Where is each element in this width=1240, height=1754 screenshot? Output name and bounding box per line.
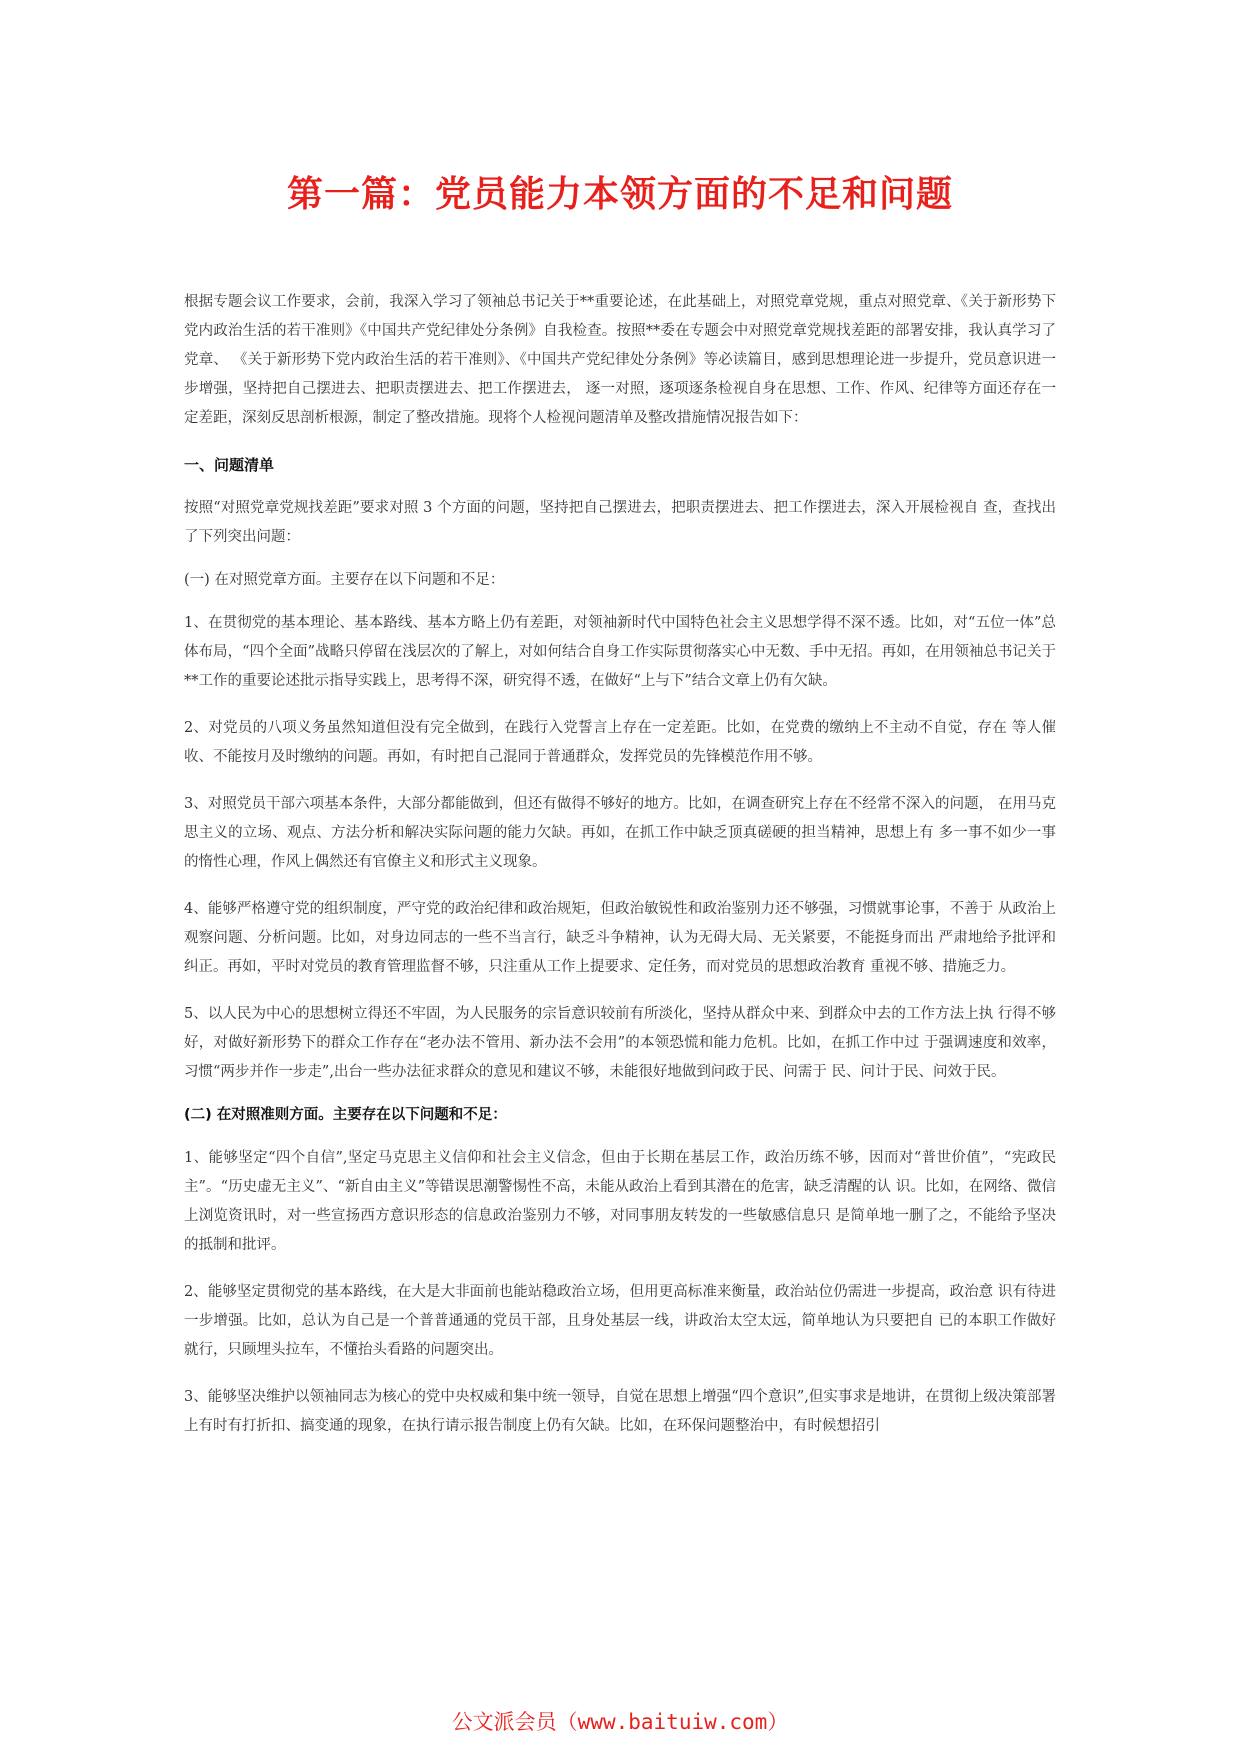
subsection-heading-guidelines: (二) 在对照准则方面。主要存在以下问题和不足： bbox=[184, 1107, 507, 1123]
list-item: 2、能够坚定贯彻党的基本路线，在大是大非面前也能站稳政治立场，但用更高标准来衡量，政治站位仍需进一步提高，政治意 识有待进一步增强。比如，总认为自己是一个普普通通的党员干部，且身处基层一线，讲政治太空太远，简单地认为只要把自 已的本职工作做好就行，只顾埋头拉车，不懂抬头看路的问题突出。 bbox=[184, 1284, 1056, 1358]
list-item: 2、对党员的八项义务虽然知道但没有完全做到，在践行入党誓言上存在一定差距。比如，在党费的缴纳上不主动不自觉，存在 等人催收、不能按月及时缴纳的问题。再如，有时把自己混同于普通群众，发挥党员的先锋模范作用不够。 bbox=[184, 720, 1056, 765]
list-item: 5、以人民为中心的思想树立得还不牢固，为人民服务的宗旨意识较前有所淡化，坚持从群众中来、到群众中去的工作方法上执 行得不够好，对做好新形势下的群众工作存在“老办法不管用、新办法不会用”的本领恐慌和能力危机。比如，在抓工作中过 于强调速度和效率，习惯“两步并作一步走”,出台一些办法征求群众的意见和建议不够，未能很好地做到问政于民、问需于 民、问计于民、问效于民。 bbox=[184, 1006, 1056, 1080]
section1-intro-paragraph: 按照“对照党章党规找差距”要求对照 3 个方面的问题，坚持把自己摆进去，把职责摆进去、把工作摆进去，深入开展检视自 查，查找出了下列突出问题： bbox=[184, 500, 1056, 545]
list-item: 4、能够严格遵守党的组织制度，严守党的政治纪律和政治规矩，但政治敏锐性和政治鉴别力还不够强，习惯就事论事，不善于 从政治上观察问题、分析问题。比如，对身边同志的一些不当言行，缺乏斗争精神，认为无碍大局、无关紧要，不能挺身而出 严肃地给予批评和纠正。再如，平时对党员的教育管理监督不够，只注重从工作上提要求、定任务，而对党员的思想政治教育 重视不够、措施乏力。 bbox=[184, 901, 1056, 975]
section-heading-problem-list: 一、问题清单 bbox=[184, 456, 275, 474]
footer-watermark-link[interactable]: 公文派会员（www.baituiw.com） bbox=[451, 1710, 789, 1734]
list-item: 1、能够坚定“四个自信”,坚定马克思主义信仰和社会主义信念，但由于长期在基层工作，政治历练不够，因而对“普世价值”，“宪政民主”。“历史虚无主义”、“新自由主义”等错误思潮警惕性不高，未能从政治上看到其潜在的危害，缺乏清醒的认 识。比如，在网络、微信上浏览资讯时，对一些宣扬西方意识形态的信息政治鉴别力不够，对同事朋友转发的一些敏感信息只 是简单地一删了之，不能给予坚决的抵制和批评。 bbox=[184, 1150, 1056, 1253]
document-body bbox=[184, 288, 1056, 1698]
list-item: 3、对照党员干部六项基本条件，大部分都能做到，但还有做得不够好的地方。比如，在调查研究上存在不经常不深入的问题， 在用马克思主义的立场、观点、方法分析和解决实际问题的能力欠缺。再如，在抓工作中缺乏顶真磋硬的担当精神，思想上有 多一事不如少一事的惰性心理，作风上偶然还有官僚主义和形式主义现象。 bbox=[184, 796, 1056, 870]
list-item: 3、能够坚决维护以领袖同志为核心的党中央权威和集中统一领导，自觉在思想上增强“四个意识”,但实事求是地讲，在贯彻上级决策部署上有时有打折扣、搞变通的现象，在执行请示报告制度上仍有欠缺。比如，在环保问题整治中，有时候想招引 bbox=[184, 1389, 1056, 1434]
document-title: 第一篇：党员能力本领方面的不足和问题 bbox=[286, 174, 953, 215]
subsection-heading-party-constitution: (一) 在对照党章方面。主要存在以下问题和不足： bbox=[184, 572, 505, 588]
list-item: 1、在贯彻党的基本理论、基本路线、基本方略上仍有差距，对领袖新时代中国特色社会主义思想学得不深不透。比如，对“五位一体”总体布局，“四个全面”战略只停留在浅层次的了解上，对如何结合自身工作实际贯彻落实心中无数、手中无招。再如，在用领袖总书记关于**工作的重要论述批示指导实践上，思考得不深，研究得不透，在做好“上与下”结合文章上仍有欠缺。 bbox=[184, 615, 1056, 689]
intro-paragraph: 根据专题会议工作要求，会前，我深入学习了领袖总书记关于**重要论述，在此基础上，对照党章党规，重点对照党章、《关于新形势下党内政治生活的若干准则》《中国共产党纪律处分条例》自我检查。按照**委在专题会中对照党章党规找差距的部署安排，我认真学习了党章、 《关于新形势下党内政治生活的若干准则》、《中国共产党纪律处分条例》等必读篇目，感到思想理论进一步提升，党员意识进一步增强，坚持把自己摆进去、把职责摆进去、把工作摆进去， 逐一对照，逐项逐条检视自身在思想、工作、作风、纪律等方面还存在一定差距，深刻反思剖析根源，制定了整改措施。现将个人检视问题清单及整改措施情况报告如下： bbox=[184, 294, 1056, 426]
